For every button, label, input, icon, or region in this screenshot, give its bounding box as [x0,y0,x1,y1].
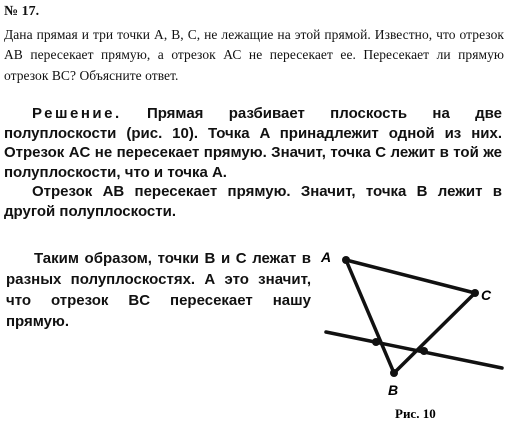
label-a: A [321,249,332,265]
segment-ab [346,260,394,373]
problem-block [4,2,504,86]
dividing-line [326,332,502,368]
problem-statement: Дана прямая и три точки А, В, С, не лежащие на этой прямой. Известно, что отрезок АВ пересекает прямую, а отрезок АС не пересекает ее. Пересекает ли прямую отрезок ВС? Объясните ответ. [4,26,504,83]
solution-paragraph-1 [4,104,502,182]
solution-conclusion: Таким образом, точки B и C лежат в разных полуплоскостях. А это значит, что отрезок BC пересекает нашу прямую. [6,250,311,330]
solution-block [4,104,502,221]
intersection-bc [420,347,428,355]
solution-paragraph-1-text: Прямая разбивает плоскость на две полуплоскости (рис. 10). Точка A принадлежит одной из них. Отрезок AC не пересекает прямую. Значит, точка C лежит в той же полуплоскости, что и точка A. [4,105,502,181]
label-c: C [481,287,492,303]
intersection-ab [372,338,380,346]
label-b: B [388,382,399,398]
point-c [471,289,479,297]
solution-heading: Решение. [32,105,122,122]
figure-caption: Рис. 10 [395,406,436,421]
figure-10 [318,240,506,427]
problem-number: № 17. [4,4,40,19]
solution-paragraph-2: Отрезок AB пересекает прямую. Значит, точка B лежит в другой полуплоскости. [4,183,502,220]
point-b [390,369,398,377]
segment-ac [346,260,475,293]
point-a [342,256,350,264]
